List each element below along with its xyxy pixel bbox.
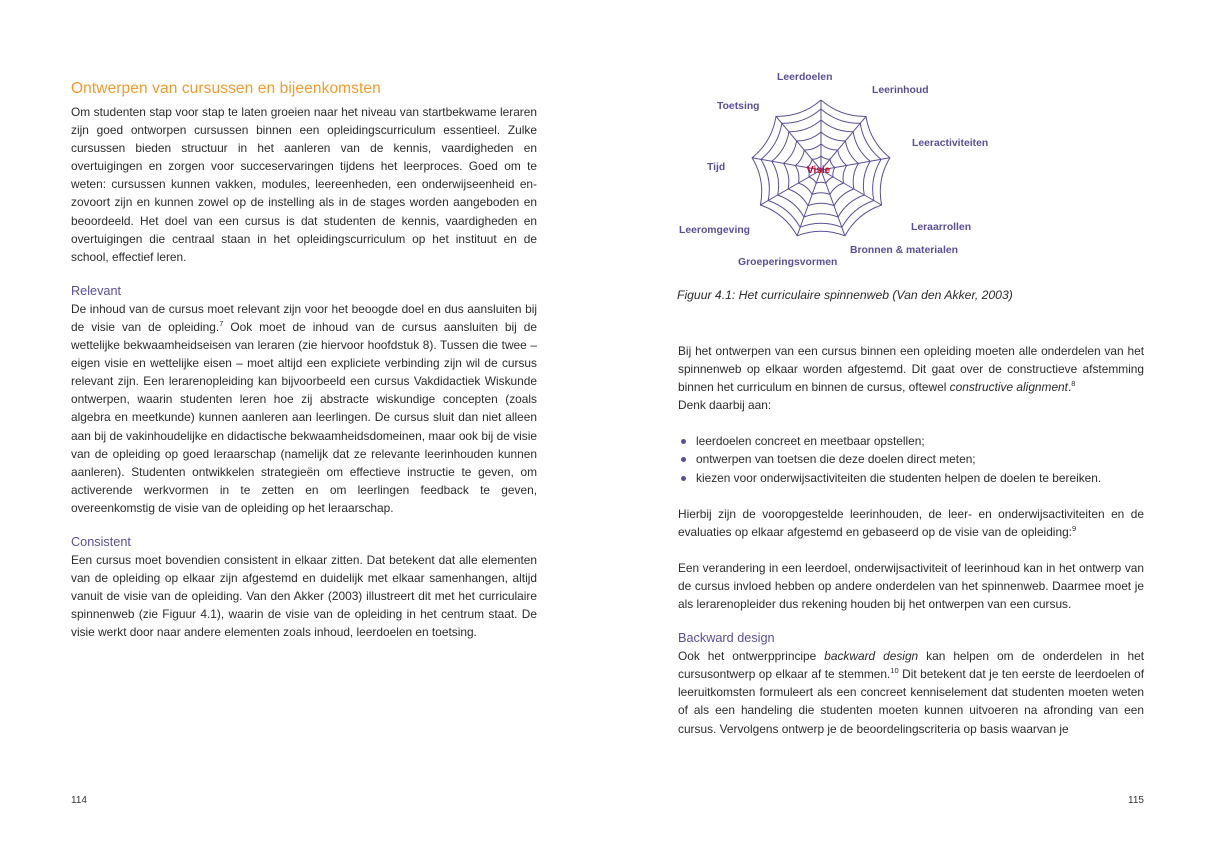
label-toetsing: Toetsing <box>717 101 760 112</box>
label-tijd: Tijd <box>707 162 726 173</box>
figure-caption: Figuur 4.1: Het curriculaire spinnenweb (Van den Akker, 2003) <box>677 288 1013 302</box>
bullet-icon <box>681 476 686 481</box>
list-item: ontwerpen van toetsen die deze doelen direct meten; <box>678 450 1144 468</box>
relevant-text-b: Ook moet de inhoud van de cursus aansluiten bij de wettelijke bekwaamheidseisen van leraren (zie hiervoor hoofdstuk 8). Tussen die twee – eigen visie en wettelijke eisen – moet altijd een expliciete verbinding zijn wil de cursus relevant zijn. Een lerarenopleiding kan bijvoorbeeld een cursus Vakdidactiek Wiskunde ontwerpen, waarin studenten leren hoe zij abstracte wiskundige concepten (zoals algebra en meetkunde) kunnen aanleren aan leerlingen. De cursus sluit dan niet alleen aan bij de vakinhoudelijke en didactische bekwaamheidsdomeinen, maar ook bij de visie van de opleiding op goed leraarschap (namelijk dat ze relevante leerinhouden kunnen aanleren). Studenten ontwikkelen strategieën om effectieve instructie te geven, om activerende werkvormen in te zetten en om leerlingen feedback te geven, overeenkomstig de visie van de opleiding op het leraarschap. <box>71 319 537 515</box>
label-leraarrollen: Leraarrollen <box>911 222 972 233</box>
intro-paragraph: Om studenten stap voor stap te laten groeien naar het niveau van startbekwame leraren zijn goed ontworpen cursussen binnen een opleidingscurriculum essentieel. Zulke cursussen bieden structuur in het aanleren van de kennis, vaardigheden en overtuigingen en zorgen voor succeservaringen tijdens het leerproces. Goed om te weten: cursussen kunnen vakken, modules, leereenheden, een onderwijseenheid en-zovoort zijn en kunnen zowel op de instelling als in de stages worden aangeboden en beoordeeld. Het doel van een cursus is dat studenten de kennis, vaardigheden en overtuigingen die centraal staan in het opleidingscurriculum op het instituut en de school, effectief leren. <box>71 105 537 264</box>
para1-text-b: Denk daarbij aan: <box>678 398 772 413</box>
label-leeromgeving: Leeromgeving <box>679 225 751 236</box>
backward-emphasis: backward design <box>824 649 919 664</box>
relevant-paragraph <box>71 300 537 517</box>
bullet-icon <box>681 457 686 462</box>
label-groeperingsvormen: Groeperingsvormen <box>738 257 838 268</box>
para2-text: Hierbij zijn de vooropgestelde leerinhouden, de leer- en onderwijsactiviteiten en de evaluaties op elkaar afgestemd en gebaseerd op de visie van de opleiding: <box>678 506 1144 539</box>
footnote-10: 10 <box>890 666 899 676</box>
bullet-icon <box>681 439 686 444</box>
section-title: Ontwerpen van cursussen en bijeenkomsten <box>71 80 381 97</box>
list-item: leerdoelen concreet en meetbaar opstellen; <box>678 432 1144 450</box>
relevant-text-a: De inhoud van de cursus moet relevant zijn voor het beoogde doel en dus aansluiten bij de visie van de opleiding. <box>71 301 537 334</box>
label-leerinhoud: Leerinhoud <box>872 85 929 96</box>
page-number-left: 114 <box>71 795 87 806</box>
label-leeractiviteiten: Leeractiviteiten <box>912 138 989 149</box>
para1-text-a: Bij het ontwerpen van een cursus binnen een opleiding moeten alle onderdelen van het spinnenweb op elkaar worden afgestemd. Dit gaat over de constructieve afstemming binnen het curriculum en binnen de cursus, oftewel <box>678 344 1144 395</box>
label-visie-center: Visie <box>807 165 831 176</box>
vision-paragraph <box>678 505 1144 541</box>
right-column <box>678 342 1144 738</box>
backward-design-paragraph <box>678 647 1144 737</box>
relevant-heading: Relevant <box>71 283 122 298</box>
footnote-9: 9 <box>1071 523 1077 533</box>
label-bronnen-materialen: Bronnen & materialen <box>850 245 958 256</box>
change-paragraph: Een verandering in een leerdoel, onderwijsactiviteit of leerinhoud kan in het ontwerp van de cursus invloed hebben op andere onderdelen van het spinnenweb. Daarmee moet je als lerarenopleider dus rekening houden bij het ontwerpen van een cursus. <box>678 560 1144 612</box>
bullet-list <box>678 432 1144 486</box>
alignment-paragraph: Bij het ontwerpen van een cursus binnen een opleiding moeten alle onderdelen van het spinnenweb op elkaar worden afgestemd. Dit gaat over de constructieve afstemming binnen het curriculum en binnen de cursus, oftewel constructive alignment.$^8$ Denk daarbij aan: <box>678 344 1144 413</box>
backward-design-heading: Backward design <box>678 631 775 646</box>
footnote-8: 8 <box>1071 379 1076 389</box>
page-number-right: 115 <box>1128 795 1144 806</box>
spiderweb-figure <box>678 64 1148 279</box>
right-page <box>608 0 1216 858</box>
left-column <box>71 80 537 641</box>
backward-text-a: Ook het ontwerpprincipe <box>678 649 825 664</box>
backward-text-c: Dit betekent dat je ten eerste de leerdoelen of leeruitkomsten formuleert als een concreet kenniselement dat studenten moeten weten of als een handeling die studenten moeten kunnen uitvoeren na afronding van een cursus. Vervolgens ontwerp je de beoordelingscriteria op basis waarvan je <box>678 667 1144 736</box>
footnote-7: 7 <box>219 318 224 328</box>
label-leerdoelen: Leerdoelen <box>777 72 833 83</box>
backward-text-b: kan helpen om de onderdelen in het cursusontwerp op elkaar af te stemmen. <box>678 649 1144 682</box>
consistent-heading: Consistent <box>71 534 131 549</box>
para1-emphasis: constructive alignment <box>949 380 1068 395</box>
consistent-paragraph: Een cursus moet bovendien consistent in elkaar zitten. Dat betekent dat alle elementen van de opleiding op elkaar zijn afgestemd en duidelijk met elkaar samenhangen, altijd vanuit de visie van de opleiding. Van den Akker (2003) illustreert dit met het curriculaire spinnenweb (zie Figuur 4.1), waarin de visie van de opleiding in het centrum staat. De visie werkt door naar andere elementen zoals inhoud, leerdoelen en toetsing. <box>71 552 537 640</box>
list-item: kiezen voor onderwijsactiviteiten die studenten helpen de doelen te bereiken. <box>678 469 1144 487</box>
